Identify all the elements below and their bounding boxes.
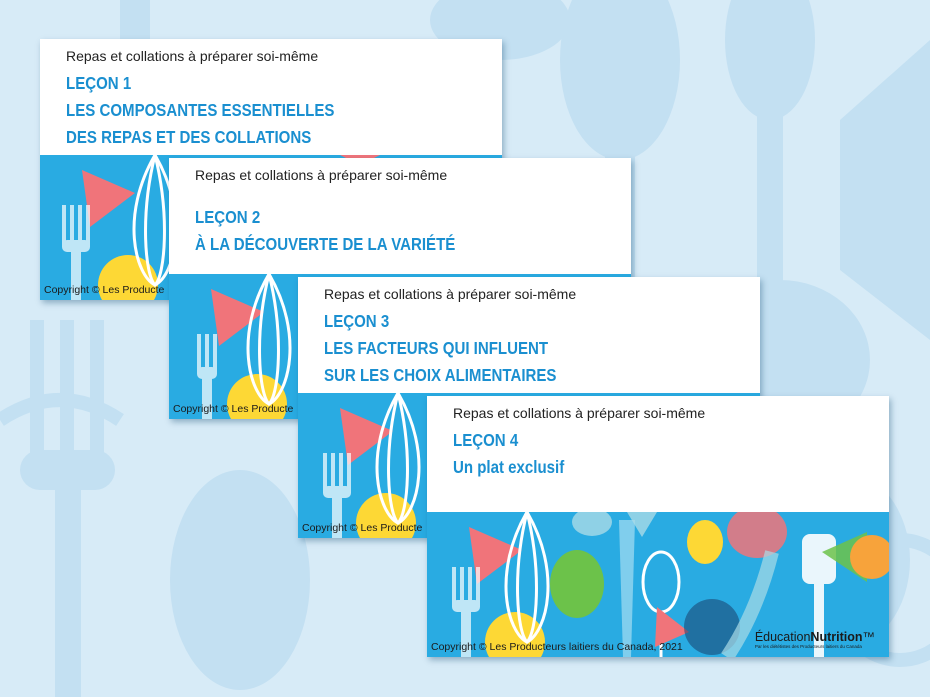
card-subtitle: Repas et collations à préparer soi-même bbox=[453, 405, 706, 421]
green-leaf-shape bbox=[550, 550, 604, 618]
lesson-title-line: LEÇON 1 bbox=[66, 73, 132, 93]
lesson-title-line: LES FACTEURS QUI INFLUENT bbox=[324, 338, 549, 358]
lesson-title bbox=[453, 427, 564, 481]
lesson-card-4[interactable] bbox=[427, 396, 889, 657]
lesson-title-line: À LA DÉCOUVERTE DE LA VARIÉTÉ bbox=[195, 234, 456, 254]
brand-tagline: Par les diététistes des Producteurs laitiers du Canada bbox=[754, 644, 862, 649]
copyright-text: Copyright © Les Producte bbox=[302, 522, 423, 534]
card-subtitle: Repas et collations à préparer soi-même bbox=[324, 286, 577, 302]
lesson-title-line: LEÇON 2 bbox=[195, 207, 261, 227]
lesson-title bbox=[195, 204, 455, 258]
lesson-title-line: SUR LES CHOIX ALIMENTAIRES bbox=[324, 365, 557, 385]
lesson-title-line: LES COMPOSANTES ESSENTIELLES bbox=[66, 100, 335, 120]
brand-name-part2: Nutrition bbox=[810, 630, 863, 644]
card-subtitle: Repas et collations à préparer soi-même bbox=[66, 48, 319, 64]
card-header bbox=[40, 39, 502, 155]
card-header bbox=[169, 158, 631, 274]
lesson-title bbox=[66, 70, 334, 151]
lesson-title-line: LEÇON 3 bbox=[324, 311, 390, 331]
card-subtitle: Repas et collations à préparer soi-même bbox=[195, 167, 448, 183]
education-nutrition-logo bbox=[755, 630, 875, 649]
copyright-text: Copyright © Les Producte bbox=[44, 284, 165, 296]
brand-trademark: ™ bbox=[862, 630, 875, 644]
lesson-title-line: Un plat exclusif bbox=[453, 457, 565, 477]
card-header bbox=[298, 277, 760, 393]
brand-name-part1: Éducation bbox=[754, 630, 811, 644]
card-header bbox=[427, 396, 889, 512]
lesson-title bbox=[324, 308, 556, 389]
copyright-text: Copyright © Les Producte bbox=[173, 403, 294, 415]
lesson-title-line: LEÇON 4 bbox=[453, 430, 519, 450]
lesson-title-line: DES REPAS ET DES COLLATIONS bbox=[66, 127, 312, 147]
copyright-text: Copyright © Les Producteurs laitiers du Canada, 2021 bbox=[431, 641, 683, 653]
